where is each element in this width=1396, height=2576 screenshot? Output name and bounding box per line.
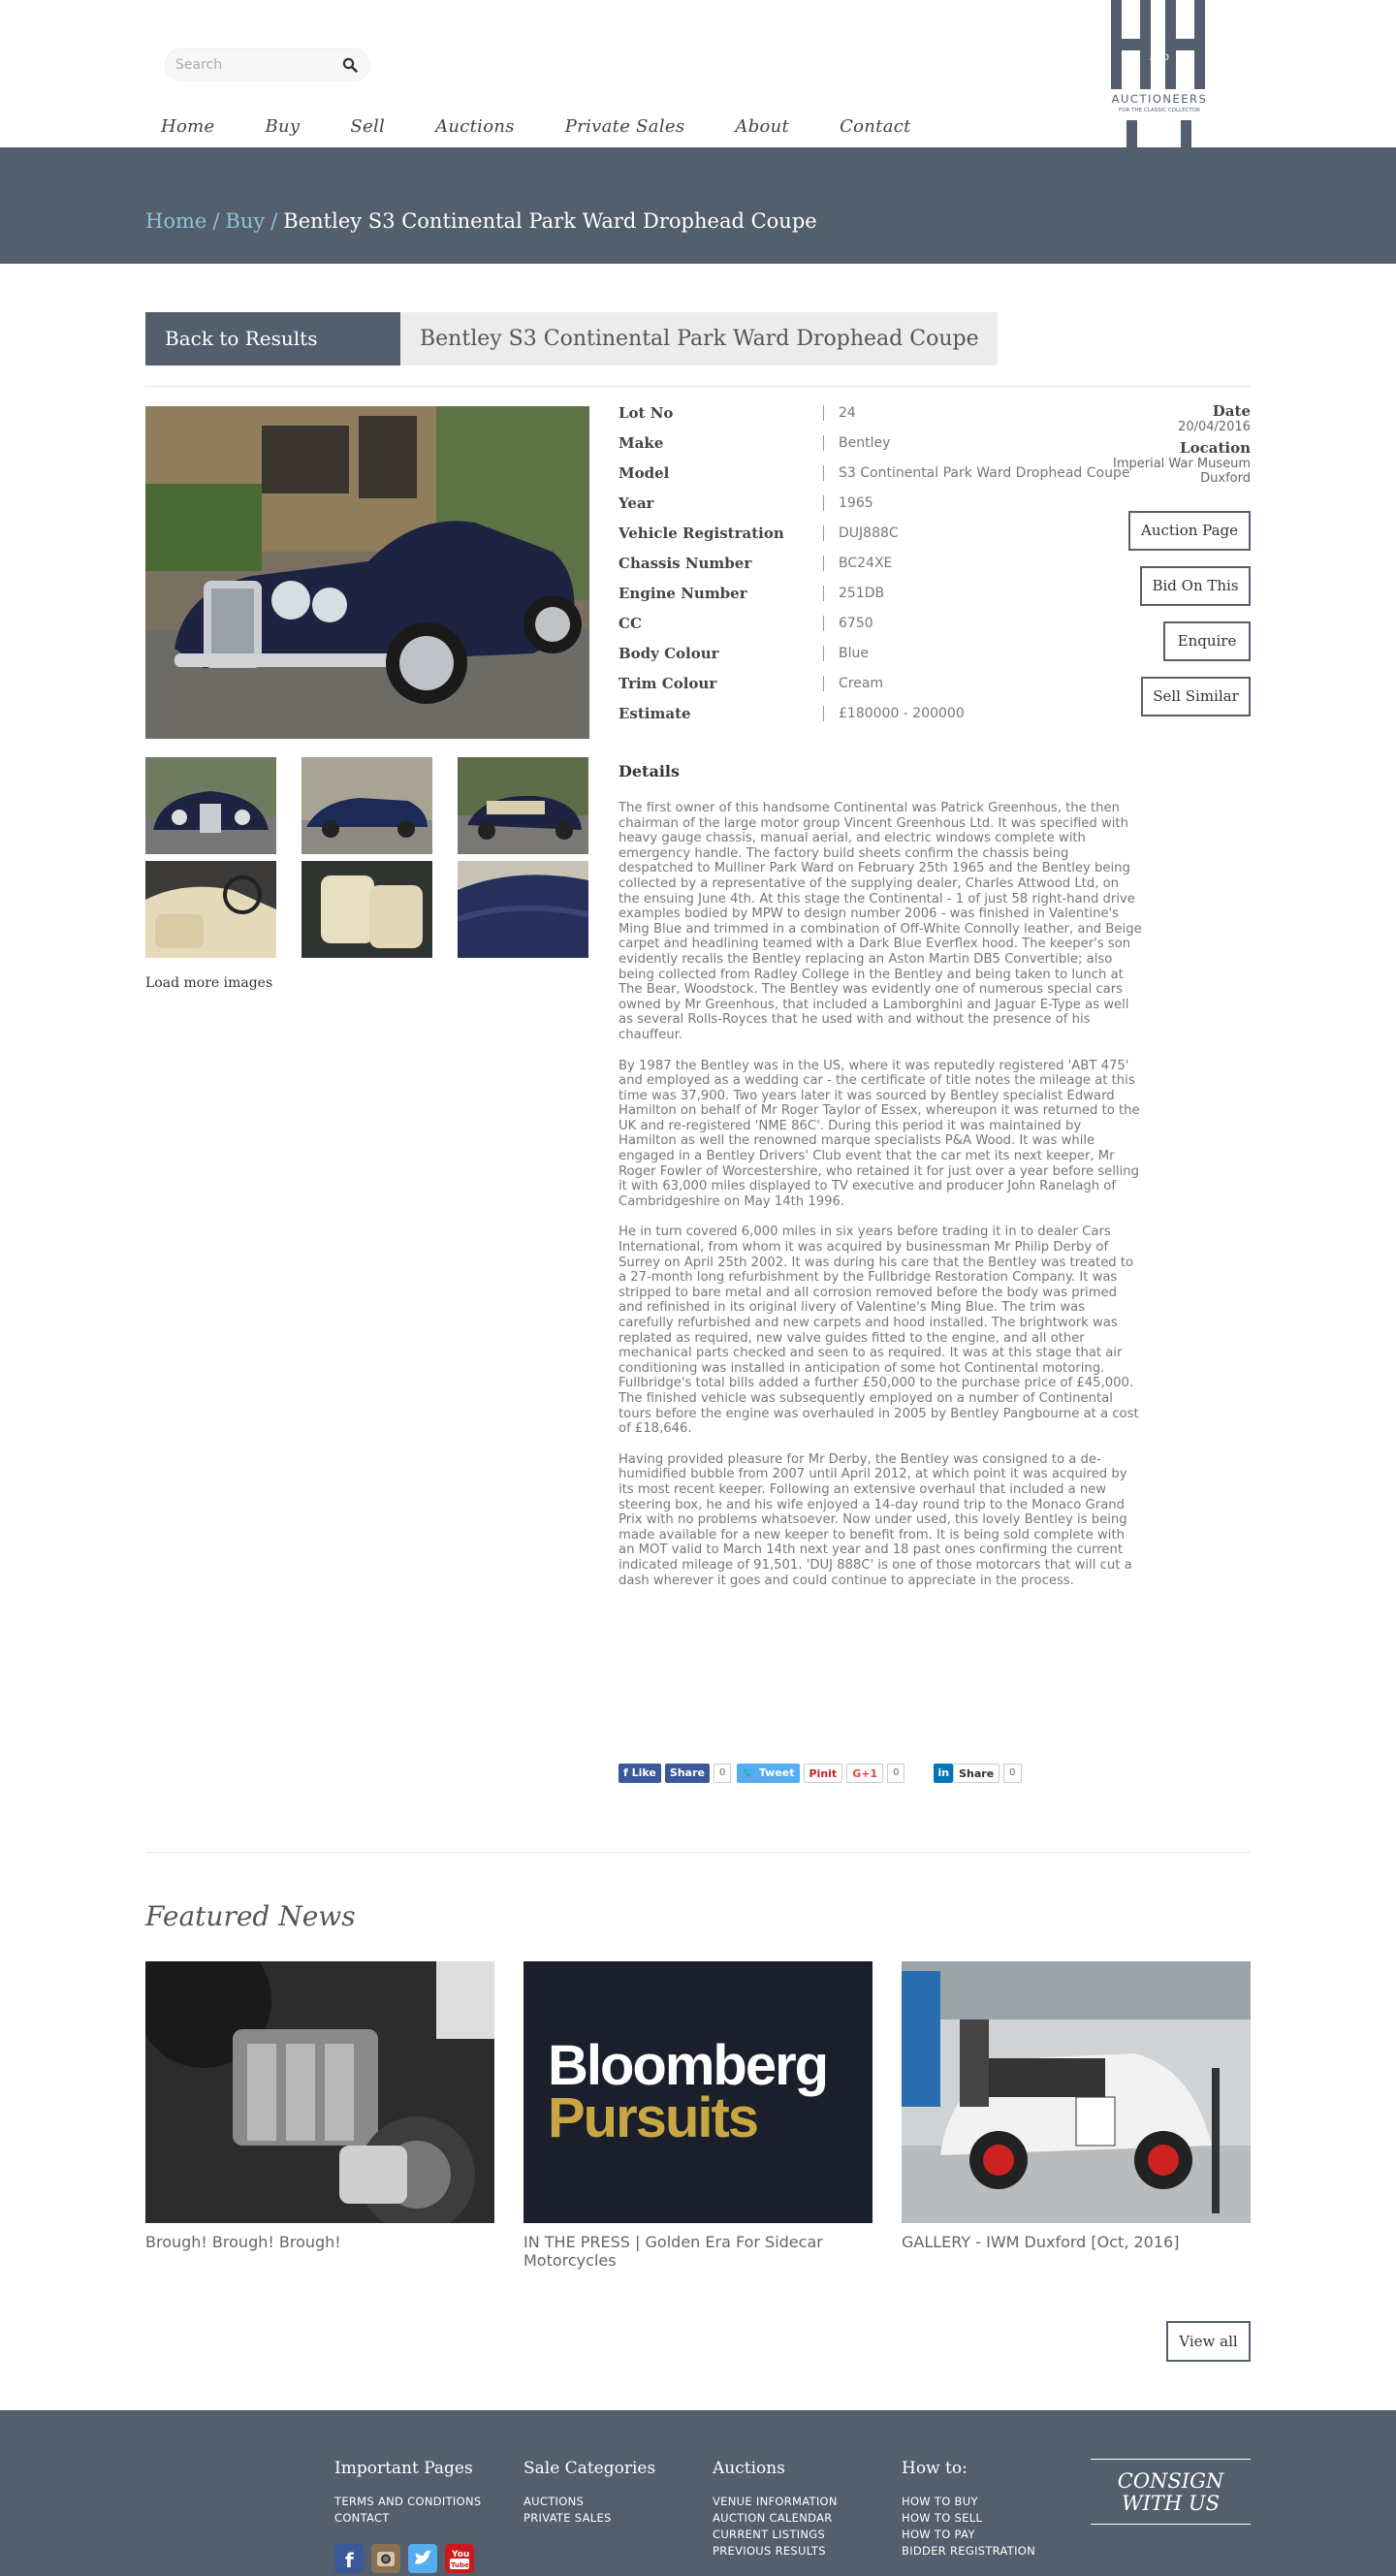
bloomberg-logo-text: Bloomberg (548, 2034, 828, 2097)
spec-row (619, 493, 1161, 524)
breadcrumb-home[interactable]: Home (145, 209, 207, 233)
spec-label: Make (619, 434, 664, 452)
spec-value: 24 (839, 405, 856, 421)
spec-value: S3 Continental Park Ward Drophead Coupe (839, 465, 1130, 481)
thumbnail-1[interactable] (145, 757, 276, 854)
sale-location-town: Duxford (1200, 471, 1251, 486)
facebook-like-button[interactable] (619, 1764, 661, 1783)
divider (145, 1852, 1251, 1853)
linkedin-share-count: 0 (1003, 1764, 1021, 1783)
spec-value: Cream (839, 676, 884, 691)
spec-value: DUJ888C (839, 525, 899, 541)
footer-column-title: Important Pages (334, 2459, 473, 2478)
news-caption[interactable]: GALLERY - IWM Duxford [Oct, 2016] (902, 2233, 1180, 2251)
like-label: Like (631, 1766, 656, 1779)
spec-label: Lot No (619, 404, 674, 422)
thumbnail-3[interactable] (458, 757, 588, 854)
search-input[interactable] (175, 55, 331, 75)
sell-similar-button[interactable]: Sell Similar (1141, 677, 1251, 716)
thumbnail-2[interactable] (301, 757, 432, 854)
nav-about[interactable]: About (735, 116, 790, 137)
spec-label: Vehicle Registration (619, 525, 784, 542)
pursuits-logo-text: Pursuits (548, 2086, 758, 2149)
spec-label: Year (619, 494, 654, 512)
footer-link-how-to-buy[interactable]: HOW TO BUY (902, 2495, 978, 2508)
divider (823, 495, 824, 511)
social-share-bar (619, 1763, 1028, 1784)
footer-column-title: How to: (902, 2459, 968, 2478)
details-paragraph: Having provided pleasure for Mr Derby, the Bentley was consigned to a de-humidified bubble from 2007 until April 2012, at which point it was acquired by its most recent keeper. Following an extensive overhaul that included a new steering box, he and his wife enjoyed a 14-day round trip to the Monaco Grand Prix with no problems whatsoever. Now under used, this lovely Bentley is being made available for a new keeper to benefit from. It is being sold complete with an MOT valid to March 14th next year and 18 past ones confirming the current indicated mileage of 91,501. 'DUJ 888C' is one of those motorcars that will cut a dash wherever it goes and could continue to appreciate in the process. (619, 1451, 1132, 1588)
news-caption[interactable]: Brough! Brough! Brough! (145, 2233, 341, 2251)
news-card[interactable] (524, 1961, 872, 2270)
footer-link-contact[interactable]: CONTACT (334, 2511, 390, 2525)
back-to-results-button[interactable]: Back to Results (145, 312, 400, 366)
nav-auctions[interactable]: Auctions (435, 116, 515, 137)
divider (823, 405, 824, 421)
spec-label: CC (619, 615, 642, 632)
linkedin-icon[interactable]: in (934, 1764, 953, 1783)
footer-link-how-to-pay[interactable]: HOW TO PAY (902, 2528, 975, 2541)
spec-value: 1965 (839, 495, 873, 511)
footer-column-title: Auctions (713, 2459, 785, 2478)
spec-label: Trim Colour (619, 675, 717, 692)
footer-sale-categories (524, 2459, 655, 2527)
twitter-icon: 🐦 (742, 1766, 759, 1779)
spec-row (619, 674, 1161, 704)
details-heading: Details (619, 762, 680, 780)
spec-value: Bentley (839, 435, 891, 451)
auction-page-button[interactable]: Auction Page (1128, 511, 1251, 551)
footer-link-calendar[interactable]: AUCTION CALENDAR (713, 2511, 833, 2525)
news-caption[interactable]: IN THE PRESS | Golden Era For Sidecar Motorcycles (524, 2233, 823, 2270)
breadcrumb-separator: / (212, 209, 220, 233)
spec-row (619, 554, 1161, 584)
thumbnail-5[interactable] (301, 861, 432, 958)
spec-label: Chassis Number (619, 555, 752, 572)
facebook-share-button[interactable]: Share (665, 1764, 710, 1783)
sale-info (1018, 403, 1251, 486)
tweet-label: Tweet (758, 1766, 795, 1779)
spec-value: 251DB (839, 586, 885, 601)
divider (823, 525, 824, 541)
spec-row (619, 524, 1161, 554)
site-footer (0, 2410, 1396, 2576)
pinterest-pinit-button[interactable]: Pinit (804, 1764, 843, 1783)
footer-link-previous[interactable]: PREVIOUS RESULTS (713, 2544, 826, 2558)
divider (823, 616, 824, 631)
main-nav (161, 116, 962, 145)
footer-link-current[interactable]: CURRENT LISTINGS (713, 2528, 826, 2541)
nav-sell[interactable]: Sell (350, 116, 386, 137)
spec-row (619, 584, 1161, 614)
footer-link-venue[interactable]: VENUE INFORMATION (713, 2495, 838, 2508)
instagram-icon[interactable] (371, 2544, 400, 2573)
thumbnail-4[interactable] (145, 861, 276, 958)
date-label: Date (1212, 402, 1251, 420)
footer-social-icons (334, 2544, 482, 2573)
divider (823, 465, 824, 481)
bid-on-this-button[interactable]: Bid On This (1140, 566, 1251, 606)
location-label: Location (1180, 439, 1251, 457)
news-card[interactable] (902, 1961, 1251, 2251)
footer-link-bidder-registration[interactable]: BIDDER REGISTRATION (902, 2544, 1036, 2558)
twitter-icon[interactable] (408, 2544, 437, 2573)
divider (823, 706, 824, 721)
divider (823, 646, 824, 661)
nav-private-sales[interactable]: Private Sales (564, 116, 685, 137)
view-all-button[interactable]: View all (1166, 2321, 1251, 2362)
facebook-icon[interactable] (334, 2544, 364, 2573)
divider (823, 556, 824, 571)
spec-value: 6750 (839, 616, 873, 631)
facebook-icon: f (623, 1766, 632, 1779)
youtube-icon[interactable] (445, 2544, 474, 2573)
site-logo[interactable] (1101, 0, 1218, 147)
nav-home[interactable]: Home (161, 116, 215, 137)
featured-news-heading: Featured News (145, 1900, 356, 1932)
footer-link-how-to-sell[interactable]: HOW TO SELL (902, 2511, 983, 2525)
breadcrumb-separator: / (270, 209, 278, 233)
divider (823, 586, 824, 601)
sale-date: 20/04/2016 (1178, 420, 1251, 434)
linkedin-share-button[interactable]: Share (953, 1764, 999, 1783)
spec-value: Blue (839, 646, 869, 661)
consign-with-us-button[interactable] (1091, 2459, 1251, 2525)
svg-text:f: f (345, 2549, 354, 2572)
google-plus-count: 0 (887, 1764, 904, 1783)
details-paragraph: By 1987 the Bentley was in the US, where it was reputedly registered 'ABT 475' and employed as a wedding car - the certificate of title notes the mileage at this time was 37,900. Two years later it was sourced by Bentley specialist Edward Hamilton on behalf of Mr Roger Taylor of Essex, whereupon it was returned to the UK and re-registered 'NME 86C'. During this period it was maintained by Hamilton as well the renowned marque specialists P&A Wood. It was while engaged in a Bentley Drivers' Club event that the car met its next keeper, Mr Roger Fowler of Worcestershire, who retained it for just over a year before selling it with 63,000 miles displayed to TV executive and producer John Ranelagh of Cambridgeshire on May 14th 1996. (619, 1058, 1140, 1209)
details-text (619, 801, 1142, 1604)
logo-mark (1101, 0, 1218, 147)
consign-line-2: WITH US (1122, 2492, 1220, 2515)
consign-line-1: CONSIGN (1117, 2469, 1224, 2493)
divider (823, 676, 824, 691)
spec-row (619, 704, 1161, 734)
breadcrumb (145, 209, 817, 233)
site-header (0, 0, 1396, 147)
footer-how-to (902, 2459, 1035, 2560)
news-card[interactable] (145, 1961, 494, 2251)
footer-link-private-sales[interactable]: PRIVATE SALES (524, 2511, 612, 2525)
logo-word: AUCTIONEERS (1111, 92, 1208, 106)
page-title: Bentley S3 Continental Park Ward Drophead Coupe (400, 312, 998, 366)
facebook-share-count: 0 (714, 1764, 731, 1783)
main-car-photo[interactable] (145, 406, 589, 739)
nav-contact[interactable]: Contact (840, 116, 911, 137)
details-paragraph: He in turn covered 6,000 miles in six years before trading it in to dealer Cars International, from whom it was acquired by businessman Mr Philip Derby of Surrey on April 25th 2002. It was during his care that the Bentley was treated to a 27-month long refurbishment by the Fullbridge Restoration Company. It was stripped to bare metal and all corrosion removed before the body was primed and refinished in its original livery of Valentine's Ming Blue. The trim was carefully refurbished and new carpets and hood installed. The brightwork was replated as required, new valve guides fitted to the engine, and all other mechanical parts checked and seen to as required. It was at this stage that air conditioning was installed in anticipation of some hot Continental motoring. Fullbridge's total bills added a further £50,000 to the purchase price of £45,000. The finished vehicle was subsequently employed on a number of Continental tours before the engine was overhauled in 2005 by Bentley Pangbourne at a cost of £18,646. (619, 1224, 1139, 1437)
spec-row (619, 614, 1161, 644)
load-more-images-link[interactable]: Load more images (145, 975, 273, 991)
spec-label: Estimate (619, 705, 691, 722)
footer-column-title: Sale Categories (524, 2459, 656, 2478)
svg-text:Tube: Tube (451, 2561, 469, 2569)
breadcrumb-buy[interactable]: Buy (225, 209, 266, 233)
svg-text:You: You (452, 2550, 470, 2560)
logo-tagline: FOR THE CLASSIC COLLECTOR (1119, 108, 1200, 113)
spec-label: Model (619, 464, 670, 482)
search-box[interactable] (165, 48, 370, 81)
spec-value: £180000 - 200000 (839, 706, 965, 721)
footer-link-terms[interactable]: TERMS AND CONDITIONS (334, 2495, 482, 2508)
divider (823, 435, 824, 451)
logo-and: AND (1150, 53, 1169, 63)
divider (145, 386, 1251, 387)
details-paragraph: The first owner of this handsome Continental was Patrick Greenhous, the then chairman of the large motor group Vincent Greenhous Ltd. It was specified with heavy gauge chassis, manual aerial, and electric windows complete with emergency handle. The factory build sheets confirm the chassis being despatched to Mulliner Park Ward on February 25th 1965 and the Bentley being collected by a representative of the supplying dealer, Charles Attwood Ltd, on the ensuing June 4th. At this stage the Continental - 1 of just 58 right-hand drive examples bodied by MPW to design number 2006 - was finished in Valentine's Ming Blue and trimmed in a combination of Off-White Connolly leather, and Beige carpet and headlining teamed with a Dark Blue Everflex hood. The keeper's son evidently recalls the Bentley replacing an Aston Martin DB5 Convertible; also being collected from Radley College in the Bentley and being taken to lunch at The Bear, Woodstock. The Bentley was evidently one of numerous special cars owned by Mr Greenhous, that included a Lamborghini and Jaguar E-Type as well as several Rolls-Royces that he used with and without the presence of his chauffeur. (619, 801, 1142, 1042)
sale-location-venue: Imperial War Museum (1112, 457, 1251, 471)
twitter-tweet-button[interactable] (737, 1764, 799, 1783)
search-icon[interactable] (342, 57, 358, 73)
footer-link-auctions[interactable]: AUCTIONS (524, 2495, 585, 2508)
enquire-button[interactable]: Enquire (1163, 621, 1251, 661)
breadcrumb-current: Bentley S3 Continental Park Ward Drophead Coupe (283, 209, 817, 233)
news-image[interactable] (524, 1961, 872, 2223)
footer-auctions (713, 2459, 838, 2560)
news-image[interactable] (145, 1961, 494, 2223)
spec-row (619, 644, 1161, 674)
news-image[interactable] (902, 1961, 1251, 2223)
breadcrumb-band (0, 147, 1396, 264)
google-plus-button[interactable]: G+1 (846, 1764, 883, 1783)
spec-label: Body Colour (619, 645, 719, 662)
spec-label: Engine Number (619, 585, 747, 602)
thumbnail-6[interactable] (458, 861, 588, 958)
footer-important-pages (334, 2459, 481, 2527)
nav-buy[interactable]: Buy (265, 116, 301, 137)
spec-value: BC24XE (839, 556, 893, 571)
